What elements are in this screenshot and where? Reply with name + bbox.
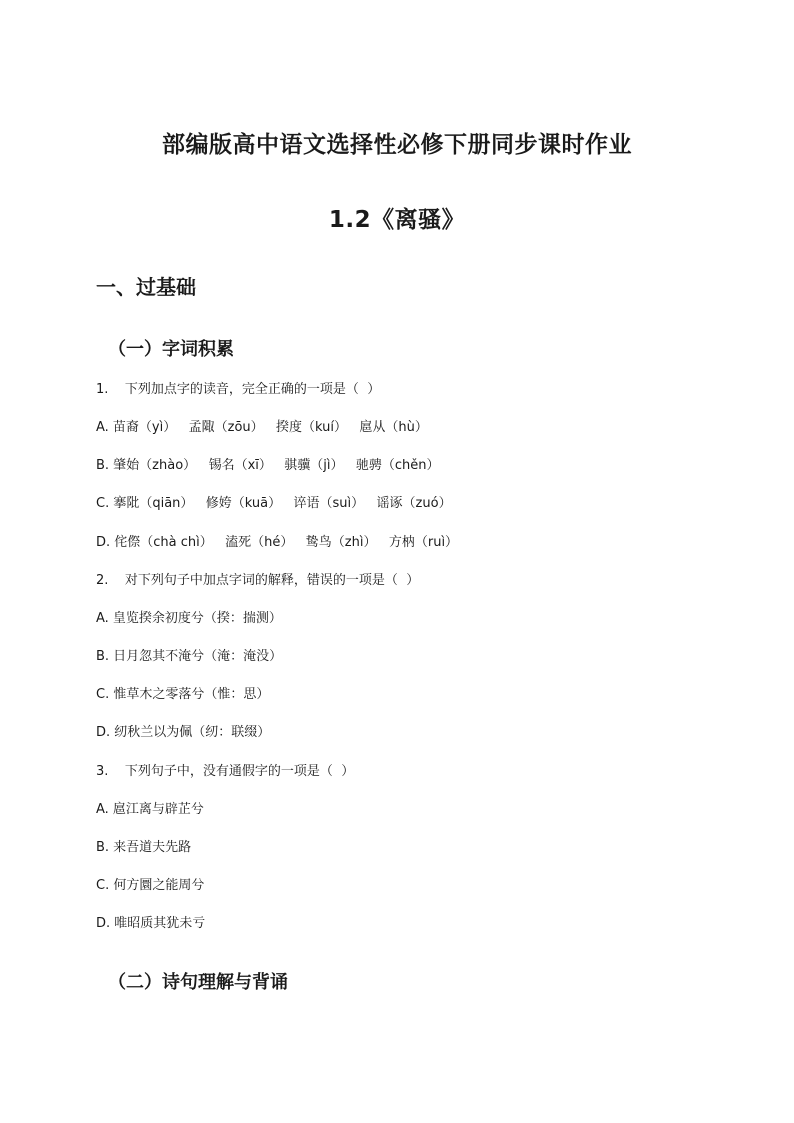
question-3-option-a: A. 扈江离与辟芷兮 (96, 802, 204, 817)
section-heading-poetry: （二）诗句理解与背诵 (108, 972, 288, 993)
question-2-stem: 2. 对下列句子中加点字词的解释，错误的一项是（ ） (96, 573, 420, 588)
question-3-option-b: B. 来吾道夫先路 (96, 840, 192, 855)
document-subtitle: 1.2《离骚》 (328, 207, 466, 233)
part-heading: 一、过基础 (96, 275, 196, 299)
question-2-option-d: D. 纫秋兰以为佩（纫：联缀） (96, 725, 271, 740)
question-1-option-c: C. 搴阰（qiān） 修姱（kuā） 谇语（suì） 谣诼（zuó） (96, 496, 452, 511)
question-1-option-b: B. 肇始（zhào） 锡名（xī） 骐骥（jì） 驰骋（chěn） (96, 458, 440, 473)
question-3-option-c: C. 何方圜之能周兮 (96, 878, 205, 893)
section-heading-vocabulary: （一）字词积累 (108, 339, 234, 360)
question-2-option-c: C. 惟草木之零落兮（惟：思） (96, 687, 270, 702)
question-2-option-a: A. 皇览揆余初度兮（揆：揣测） (96, 611, 282, 626)
question-2-option-b: B. 日月忽其不淹兮（淹：淹没） (96, 649, 283, 664)
question-1-option-a: A. 苗裔（yì） 孟陬（zōu） 揆度（kuí） 扈从（hù） (96, 420, 428, 435)
question-3-stem: 3. 下列句子中，没有通假字的一项是（ ） (96, 764, 355, 779)
question-1-option-d: D. 侘傺（chà chì） 溘死（hé） 鸷鸟（zhì） 方枘（ruì） (96, 535, 459, 550)
question-1-stem: 1. 下列加点字的读音，完全正确的一项是（ ） (96, 382, 381, 397)
document-title: 部编版高中语文选择性必修下册同步课时作业 (162, 132, 632, 158)
question-3-option-d: D. 唯昭质其犹未亏 (96, 916, 206, 931)
